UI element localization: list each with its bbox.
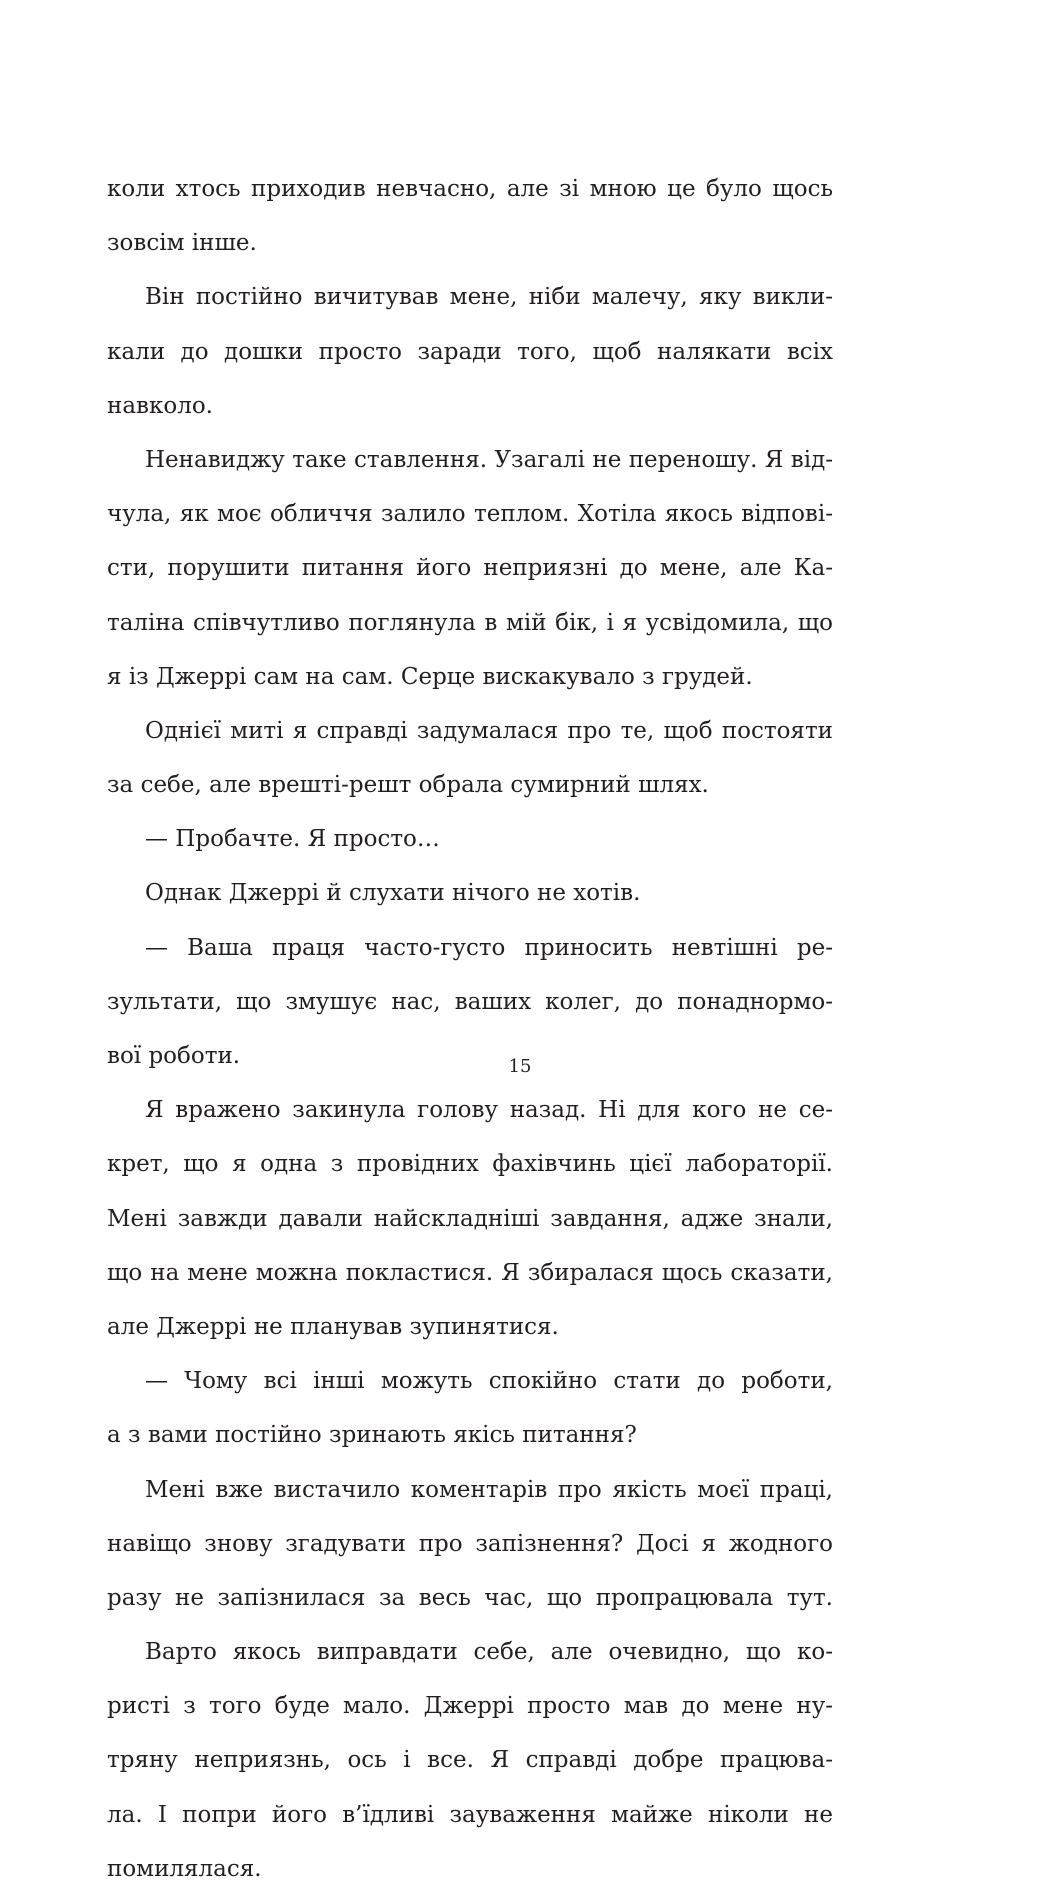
text-line: — Ваша праця часто-густо приносить невтішні ре- [145, 934, 833, 961]
text-line: Він постійно вичитував мене, ніби малечу, яку викли- [145, 284, 833, 311]
body-text [107, 162, 833, 1896]
text-line: Варто якось виправдати себе, але очевидно, що ко- [145, 1639, 833, 1666]
text-line: зультати, що змушує нас, ваших колег, до понаднормо- [107, 988, 833, 1015]
text-line: Я вражено закинула голову назад. Ні для кого не се- [145, 1097, 833, 1124]
text-line: що на мене можна покластися. Я збиралася щось сказати, [107, 1259, 833, 1286]
text-line: разу не запізнилася за весь час, що пропрацювала тут. [107, 1584, 833, 1611]
text-line: — Пробачте. Я просто… [145, 826, 440, 853]
text-line: ла. І попри його в’їдливі зауваження майже ніколи не [107, 1801, 833, 1828]
text-line: навколо. [107, 392, 213, 419]
text-line: Мені вже вистачило коментарів про якість моєї праці, [145, 1476, 833, 1503]
text-line: крет, що я одна з провідних фахівчинь цієї лабораторії. [107, 1151, 833, 1178]
text-line: зовсім інше. [107, 230, 257, 257]
text-line: Однієї миті я справді задумалася про те, щоб постояти [145, 717, 833, 744]
text-line: тряну неприязнь, ось і все. Я справді добре працюва- [107, 1747, 833, 1774]
text-line: Однак Джеррі й слухати нічого не хотів. [145, 880, 641, 907]
text-line: таліна співчутливо поглянула в мій бік, і я усвідомила, що [107, 609, 833, 636]
text-line: — Чому всі інші можуть спокійно стати до роботи, [145, 1368, 833, 1395]
text-line: Мені завжди давали найскладніші завдання, адже знали, [107, 1205, 833, 1232]
page-number: 15 [508, 1056, 532, 1077]
text-line: навіщо знову згадувати про запізнення? Досі я жодного [107, 1530, 833, 1557]
text-line: помилялася. [107, 1855, 262, 1882]
text-line: я із Джеррі сам на сам. Серце вискакувало з грудей. [107, 663, 753, 690]
text-line: чула, як моє обличчя залило теплом. Хотіла якось відпові- [107, 501, 833, 528]
text-line: вої роботи. [107, 1043, 241, 1069]
text-line: але Джеррі не планував зупинятися. [107, 1313, 559, 1340]
text-line: кали до дошки просто заради того, щоб налякати всіх [107, 338, 833, 365]
text-line: ристі з того буде мало. Джеррі просто мав до мене ну- [107, 1693, 833, 1720]
text-line: а з вами постійно зринають якісь питання? [107, 1422, 637, 1449]
text-line: Ненавиджу таке ставлення. Узагалі не переношу. Я від- [145, 446, 833, 473]
text-line: сти, порушити питання його неприязні до мене, але Ка- [107, 555, 833, 582]
text-line: за себе, але врешті-решт обрала сумирний шлях. [107, 772, 709, 799]
text-line: коли хтось приходив невчасно, але зі мною це було щось [107, 176, 833, 202]
